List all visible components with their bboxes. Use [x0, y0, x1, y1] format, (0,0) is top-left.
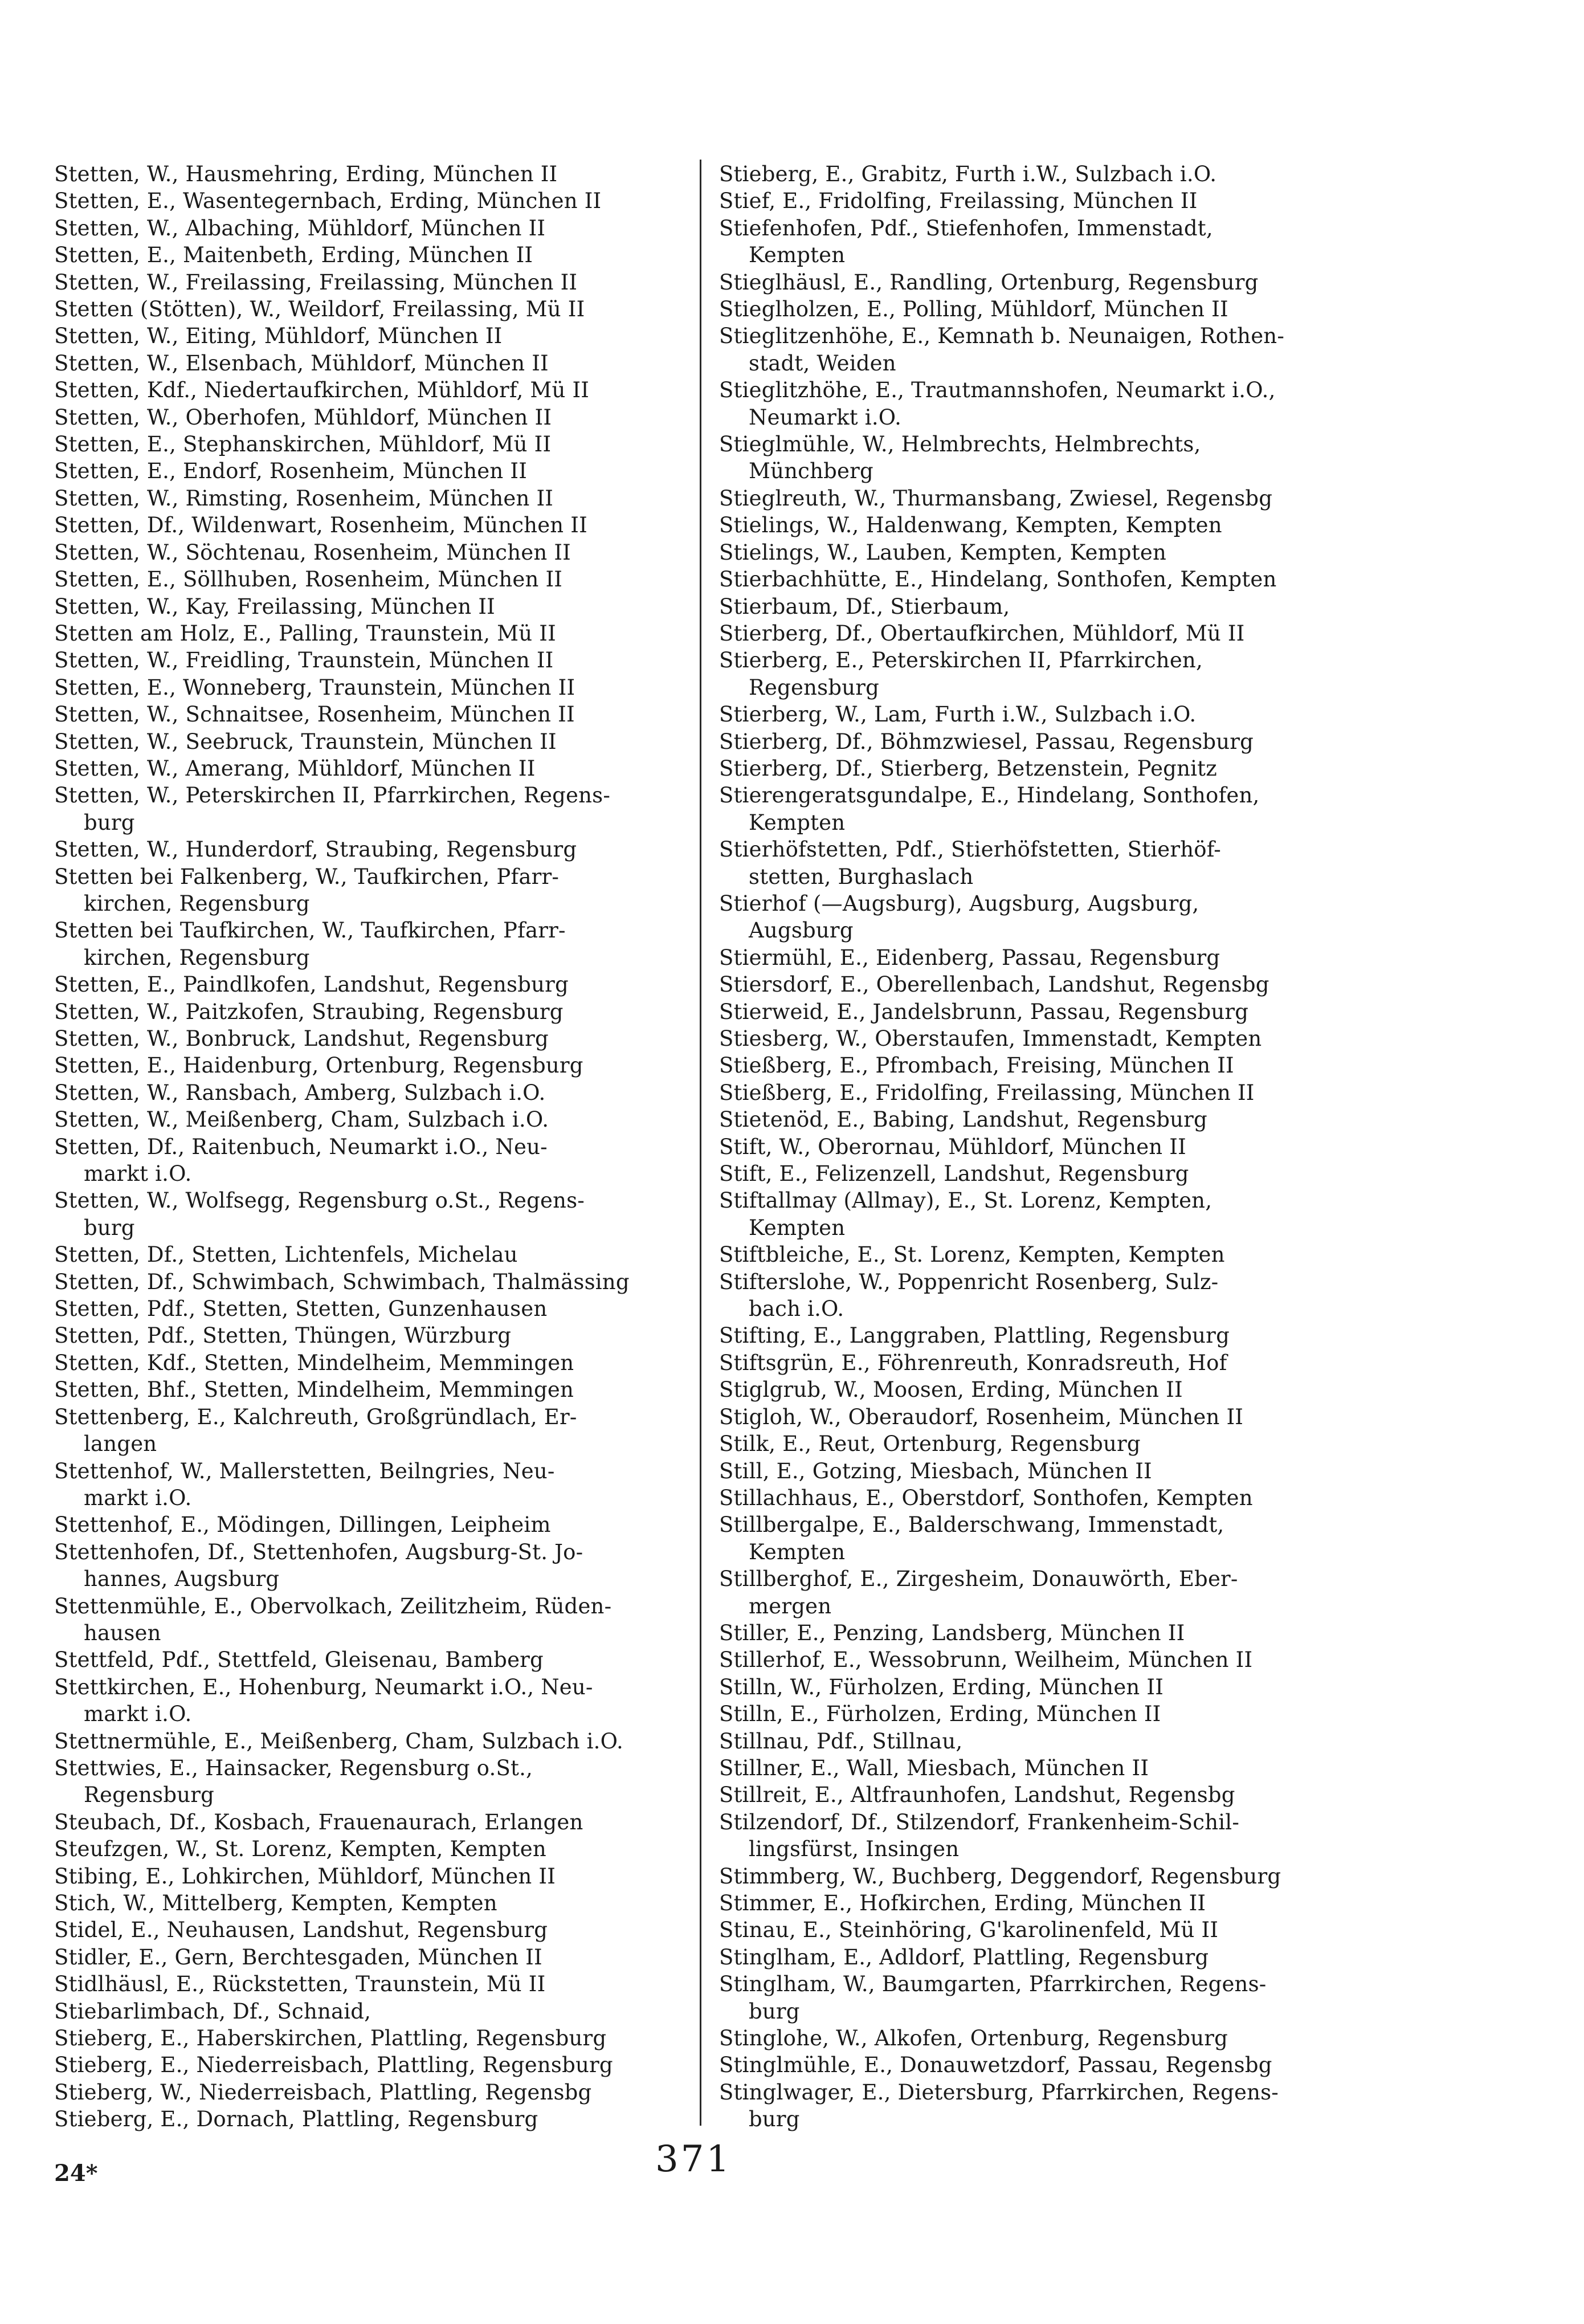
list-item [54, 1404, 698, 1458]
page-number: 371 [655, 2138, 732, 2180]
entry-continuation: mergen [749, 1593, 832, 1618]
list-item [54, 350, 698, 377]
entry-text: Stinglmühle, E., Donauwetzdorf, Passau, Regensbg [719, 2053, 1272, 2078]
entry-text: Stillbergalpe, E., Balderschwang, Immenstadt, [719, 1512, 1224, 1538]
entry-text: Stiebarlimbach, Df., Schnaid, [54, 1999, 371, 2024]
entry-text: Stettfeld, Pdf., Stettfeld, Gleisenau, Bamberg [54, 1648, 544, 1673]
entry-text: Stieberg, E., Dornach, Plattling, Regensburg [54, 2107, 538, 2132]
entry-continuation: burg [749, 1999, 800, 2024]
entry-continuation: hausen [84, 1620, 161, 1645]
list-item [719, 782, 1374, 836]
list-item [54, 1944, 698, 1971]
list-item [719, 512, 1374, 539]
entry-text: Stietenöd, E., Babing, Landshut, Regensburg [719, 1107, 1207, 1132]
list-item [54, 512, 698, 539]
entry-text: Stielings, W., Lauben, Kempten, Kempten [719, 540, 1167, 565]
list-item [54, 485, 698, 512]
list-item [719, 2025, 1374, 2052]
list-item [54, 1322, 698, 1349]
entry-text: Stetten, Df., Wildenwart, Rosenheim, München II [54, 513, 587, 538]
entry-text: Stetten, Df., Raitenbuch, Neumarkt i.O., Neu- [54, 1134, 548, 1159]
entry-text: Stillreit, E., Altfraunhofen, Landshut, Regensbg [719, 1783, 1235, 1808]
entry-text: Stetten, W., Oberhofen, Mühldorf, München II [54, 405, 552, 430]
list-item [54, 728, 698, 755]
entry-text: Stetten, W., Söchtenau, Rosenheim, München II [54, 540, 571, 565]
list-item [54, 647, 698, 674]
list-item [719, 1809, 1374, 1863]
list-item [54, 620, 698, 647]
entry-text: Stetten, E., Wasentegernbach, Erding, München II [54, 189, 602, 214]
entry-continuation: markt i.O. [84, 1702, 192, 1727]
list-item [719, 1565, 1374, 1620]
list-item [719, 728, 1374, 755]
entry-text: Stetten bei Taufkirchen, W., Taufkirchen, Pfarr- [54, 918, 566, 943]
entry-text: Stetten, E., Paindlkofen, Landshut, Regensburg [54, 972, 569, 997]
list-item [719, 2052, 1374, 2078]
list-item [719, 701, 1374, 728]
entry-text: Stetten, W., Meißenberg, Cham, Sulzbach i.O. [54, 1107, 549, 1132]
list-item [719, 1349, 1374, 1376]
entry-text: Stierberg, Df., Obertaufkirchen, Mühldorf, Mü II [719, 621, 1245, 646]
entry-text: Stetten, E., Endorf, Rosenheim, München II [54, 459, 528, 484]
list-item [719, 1917, 1374, 1943]
list-item [54, 971, 698, 998]
entry-text: Stilzendorf, Df., Stilzendorf, Frankenheim-Schil- [719, 1809, 1240, 1834]
entry-text: Stetten, W., Ransbach, Amberg, Sulzbach i.O. [54, 1080, 546, 1105]
entry-continuation: stadt, Weiden [749, 350, 896, 376]
list-item [719, 1404, 1374, 1430]
list-item [719, 485, 1374, 512]
entry-continuation: Kempten [749, 243, 846, 268]
entry-text: Stiermühl, E., Eidenberg, Passau, Regensburg [719, 945, 1220, 970]
entry-text: Stilln, W., Fürholzen, Erding, München II [719, 1674, 1164, 1699]
entry-text: Stierbaum, Df., Stierbaum, [719, 594, 1010, 619]
list-item [54, 1052, 698, 1079]
list-item [54, 2052, 698, 2078]
entry-text: Stetten, W., Amerang, Mühldorf, München II [54, 756, 536, 781]
list-item [719, 215, 1374, 269]
entry-text: Stinglham, W., Baumgarten, Pfarrkirchen, Regens- [719, 1972, 1267, 1997]
entry-continuation: kirchen, Regensburg [84, 945, 310, 970]
entry-text: Stibing, E., Lohkirchen, Mühldorf, München II [54, 1864, 556, 1889]
entry-text: Stieberg, E., Niederreisbach, Plattling, Regensburg [54, 2053, 613, 2078]
list-item [719, 1106, 1374, 1133]
list-item [719, 755, 1374, 782]
entry-text: Stetten bei Falkenberg, W., Taufkirchen, Pfarr- [54, 864, 560, 889]
entry-text: Stifterslohe, W., Poppenricht Rosenberg, Sulz- [719, 1269, 1219, 1294]
list-item [719, 1322, 1374, 1349]
list-item [719, 161, 1374, 187]
list-item [54, 1376, 698, 1403]
list-item [719, 1674, 1374, 1701]
entry-text: Stetten, W., Elsenbach, Mühldorf, München II [54, 350, 549, 376]
entry-text: Stetten, Bhf., Stetten, Mindelheim, Memmingen [54, 1377, 574, 1402]
entry-text: Stieglmühle, W., Helmbrechts, Helmbrechts, [719, 432, 1201, 457]
entry-text: Stiglgrub, W., Moosen, Erding, München II [719, 1377, 1183, 1402]
list-item [54, 1728, 698, 1755]
list-item [719, 1863, 1374, 1890]
list-item [54, 269, 698, 296]
entry-text: Stillberghof, E., Zirgesheim, Donauwörth, Eber- [719, 1567, 1238, 1592]
list-item [54, 1917, 698, 1943]
entry-continuation: stetten, Burghaslach [749, 864, 974, 889]
entry-text: Stich, W., Mittelberg, Kempten, Kempten [54, 1891, 497, 1915]
list-item [54, 1593, 698, 1647]
entry-text: Stinglohe, W., Alkofen, Ortenburg, Regensburg [719, 2026, 1228, 2051]
list-item [54, 674, 698, 701]
entry-text: Steubach, Df., Kosbach, Frauenaurach, Erlangen [54, 1809, 583, 1834]
entry-text: Stießberg, E., Fridolfing, Freilassing, München II [719, 1080, 1255, 1105]
list-item [719, 296, 1374, 323]
entry-text: Stetten, Pdf., Stetten, Thüngen, Würzburg [54, 1323, 512, 1348]
list-item [719, 971, 1374, 998]
list-item [719, 187, 1374, 214]
entry-text: Stetten, E., Haidenburg, Ortenburg, Regensburg [54, 1053, 583, 1078]
entry-text: Stettenhof, E., Mödingen, Dillingen, Leipheim [54, 1512, 551, 1538]
entry-text: Stidel, E., Neuhausen, Landshut, Regensburg [54, 1918, 548, 1943]
list-item [719, 890, 1374, 944]
list-item [54, 2079, 698, 2106]
list-item [54, 1106, 698, 1133]
list-item [54, 431, 698, 458]
entry-text: Stetten, W., Hausmehring, Erding, München II [54, 162, 558, 186]
list-item [719, 1701, 1374, 1727]
list-item [54, 1511, 698, 1538]
list-item [54, 701, 698, 728]
list-item [54, 1295, 698, 1322]
entry-text: Stetten, Pdf., Stetten, Stetten, Gunzenhausen [54, 1296, 548, 1322]
entry-text: Stillnau, Pdf., Stillnau, [719, 1728, 963, 1754]
list-item [719, 1052, 1374, 1079]
list-item [54, 1241, 698, 1268]
entry-text: Stimmer, E., Hofkirchen, Erding, München II [719, 1891, 1206, 1915]
entry-continuation: Kempten [749, 810, 846, 835]
list-item [54, 377, 698, 403]
entry-text: Stieglitzhöhe, E., Trautmannshofen, Neumarkt i.O., [719, 378, 1276, 403]
entry-text: Stetten, W., Kay, Freilassing, München II [54, 594, 495, 619]
entry-text: Stierbachhütte, E., Hindelang, Sonthofen, Kempten [719, 567, 1277, 592]
entry-text: Stierengeratsgundalpe, E., Hindelang, Sonthofen, [719, 783, 1260, 808]
entry-continuation: Münchberg [749, 459, 873, 484]
list-item [719, 2079, 1374, 2133]
entry-text: Stiefenhofen, Pdf., Stiefenhofen, Immenstadt, [719, 215, 1213, 240]
entry-text: Stieglreuth, W., Thurmansbang, Zwiesel, Regensbg [719, 486, 1273, 511]
list-item [54, 2106, 698, 2133]
entry-text: Stetten, W., Albaching, Mühldorf, München II [54, 215, 546, 240]
list-item [719, 1511, 1374, 1565]
list-item [54, 782, 698, 836]
entry-continuation: hannes, Augsburg [84, 1567, 280, 1592]
list-item [54, 1458, 698, 1512]
entry-continuation: bach i.O. [749, 1296, 844, 1322]
entry-text: Stifting, E., Langgraben, Plattling, Regensburg [719, 1323, 1230, 1348]
entry-text: Stief, E., Fridolfing, Freilassing, München II [719, 189, 1198, 214]
entry-continuation: Regensburg [84, 1783, 215, 1808]
list-item [719, 1485, 1374, 1511]
entry-text: Stierberg, W., Lam, Furth i.W., Sulzbach i.O. [719, 702, 1197, 727]
list-item [54, 917, 698, 971]
list-item [719, 566, 1374, 593]
entry-text: Stilk, E., Reut, Ortenburg, Regensburg [719, 1432, 1141, 1457]
entry-text: Stettnermühle, E., Meißenberg, Cham, Sulzbach i.O. [54, 1728, 623, 1754]
list-item [719, 1728, 1374, 1755]
list-item [54, 1134, 698, 1188]
list-item [54, 1998, 698, 2025]
list-item [719, 1376, 1374, 1403]
entry-text: Stetten, W., Freilassing, Freilassing, München II [54, 270, 578, 295]
list-item [54, 1755, 698, 1809]
list-item [54, 1187, 698, 1241]
list-item [54, 1863, 698, 1890]
list-item [719, 1458, 1374, 1485]
list-item [54, 566, 698, 593]
entry-text: Stettkirchen, E., Hohenburg, Neumarkt i.O., Neu- [54, 1674, 593, 1699]
entry-text: Stetten, W., Peterskirchen II, Pfarrkirchen, Regens- [54, 783, 611, 808]
list-item [719, 377, 1374, 431]
list-item [719, 944, 1374, 971]
list-item [54, 1269, 698, 1295]
list-item [54, 863, 698, 918]
entry-text: Stillachhaus, E., Oberstdorf, Sonthofen, Kempten [719, 1485, 1253, 1510]
list-item [54, 755, 698, 782]
entry-text: Stidlhäusl, E., Rückstetten, Traunstein, Mü II [54, 1972, 546, 1997]
list-item [719, 539, 1374, 566]
entry-text: Stieglhäusl, E., Randling, Ortenburg, Regensburg [719, 270, 1259, 295]
list-item [719, 836, 1374, 890]
list-item [719, 1187, 1374, 1241]
entry-text: Stetten, Df., Schwimbach, Schwimbach, Thalmässing [54, 1269, 630, 1294]
entry-continuation: Regensburg [749, 675, 880, 700]
list-item [54, 323, 698, 349]
list-item [54, 1025, 698, 1052]
entry-text: Stierhof (—Augsburg), Augsburg, Augsburg, [719, 891, 1199, 916]
entry-text: Stierweid, E., Jandelsbrunn, Passau, Regensburg [719, 999, 1249, 1024]
list-item [54, 539, 698, 566]
entry-text: Stettenberg, E., Kalchreuth, Großgründlach, Er- [54, 1404, 577, 1429]
entry-text: Stettwies, E., Hainsacker, Regensburg o.St., [54, 1755, 533, 1780]
entry-text: Stetten, Kdf., Niedertaufkirchen, Mühldorf, Mü II [54, 378, 590, 403]
list-item [54, 404, 698, 431]
entry-text: Stilln, E., Fürholzen, Erding, München II [719, 1702, 1161, 1727]
entry-continuation: lingsfürst, Insingen [749, 1837, 960, 1862]
entry-text: Stetten, E., Söllhuben, Rosenheim, München II [54, 567, 563, 592]
entry-text: Stielings, W., Haldenwang, Kempten, Kempten [719, 513, 1222, 538]
list-item [54, 2025, 698, 2052]
entry-text: Stimmberg, W., Buchberg, Deggendorf, Regensburg [719, 1864, 1281, 1889]
column-divider [700, 160, 701, 2126]
list-item [719, 1269, 1374, 1323]
entry-text: Stierhöfstetten, Pdf., Stierhöfstetten, Stierhöf- [719, 837, 1221, 862]
entry-text: Stießberg, E., Pfrombach, Freising, München II [719, 1053, 1234, 1078]
list-item [719, 998, 1374, 1025]
list-item [719, 1134, 1374, 1160]
signature-mark: 24* [54, 2160, 98, 2187]
left-column [54, 161, 698, 2133]
entry-text: Stieberg, W., Niederreisbach, Plattling, Regensbg [54, 2080, 592, 2105]
list-item [719, 1971, 1374, 2025]
list-item [719, 1890, 1374, 1917]
list-item [719, 1755, 1374, 1781]
entry-text: Stiller, E., Penzing, Landsberg, München II [719, 1620, 1185, 1645]
list-item [54, 1890, 698, 1917]
entry-text: Stettenmühle, E., Obervolkach, Zeilitzheim, Rüden- [54, 1593, 612, 1618]
entry-text: Stetten, W., Wolfsegg, Regensburg o.St., Regens- [54, 1188, 585, 1213]
entry-text: Stift, W., Oberornau, Mühldorf, München II [719, 1134, 1186, 1159]
list-item [54, 1809, 698, 1836]
entry-text: Stiesberg, W., Oberstaufen, Immenstadt, Kempten [719, 1026, 1262, 1051]
list-item [719, 593, 1374, 620]
entry-text: Stinglham, E., Adldorf, Plattling, Regensburg [719, 1944, 1209, 1970]
entry-text: Stieglholzen, E., Polling, Mühldorf, München II [719, 297, 1228, 322]
entry-text: Stetten, Kdf., Stetten, Mindelheim, Memmingen [54, 1350, 574, 1375]
entry-text: Stift, E., Felizenzell, Landshut, Regensburg [719, 1161, 1189, 1187]
entry-continuation: Augsburg [749, 918, 854, 943]
list-item [719, 647, 1374, 701]
entry-text: Stieglitzenhöhe, E., Kemnath b. Neunaigen, Rothen- [719, 324, 1285, 349]
list-item [719, 269, 1374, 296]
entry-continuation: burg [84, 1215, 135, 1240]
entry-text: Stetten, W., Hunderdorf, Straubing, Regensburg [54, 837, 577, 862]
entry-continuation: burg [749, 2107, 800, 2132]
list-item [54, 593, 698, 620]
entry-text: Stillerhof, E., Wessobrunn, Weilheim, München II [719, 1648, 1253, 1673]
list-item [54, 1646, 698, 1673]
entry-text: Stiftsgrün, E., Föhrenreuth, Konradsreuth, Hof [719, 1350, 1227, 1375]
list-item [54, 187, 698, 214]
entry-text: Stetten, Df., Stetten, Lichtenfels, Michelau [54, 1242, 518, 1267]
list-item [719, 620, 1374, 647]
list-item [54, 1539, 698, 1593]
entry-text: Stidler, E., Gern, Berchtesgaden, München II [54, 1944, 542, 1970]
entry-text: Stettenhof, W., Mallerstetten, Beilngries, Neu- [54, 1458, 555, 1483]
entry-text: Stetten, W., Schnaitsee, Rosenheim, München II [54, 702, 575, 727]
list-item [54, 161, 698, 187]
entry-text: Stinglwager, E., Dietersburg, Pfarrkirchen, Regens- [719, 2080, 1279, 2105]
list-item [719, 1079, 1374, 1106]
entry-text: Stierberg, E., Peterskirchen II, Pfarrkirchen, [719, 648, 1203, 673]
entry-text: Stetten, E., Wonneberg, Traunstein, München II [54, 675, 575, 700]
entry-text: Steufzgen, W., St. Lorenz, Kempten, Kempten [54, 1837, 546, 1862]
entry-continuation: markt i.O. [84, 1485, 192, 1510]
entry-text: Stieberg, E., Haberskirchen, Plattling, Regensburg [54, 2026, 607, 2051]
list-item [54, 215, 698, 242]
list-item [54, 458, 698, 484]
list-item [719, 1241, 1374, 1268]
entry-text: Stiftallmay (Allmay), E., St. Lorenz, Kempten, [719, 1188, 1213, 1213]
list-item [719, 1025, 1374, 1052]
list-item [54, 1349, 698, 1376]
entry-text: Stillner, E., Wall, Miesbach, München II [719, 1755, 1149, 1780]
entry-continuation: markt i.O. [84, 1161, 192, 1187]
entry-text: Stetten, E., Stephanskirchen, Mühldorf, Mü II [54, 432, 552, 457]
entry-text: Stetten, W., Paitzkofen, Straubing, Regensburg [54, 999, 564, 1024]
list-item [54, 836, 698, 863]
list-item [54, 998, 698, 1025]
entry-continuation: langen [84, 1432, 157, 1457]
entry-continuation: kirchen, Regensburg [84, 891, 310, 916]
entry-continuation: burg [84, 810, 135, 835]
list-item [719, 323, 1374, 377]
entry-continuation: Kempten [749, 1539, 846, 1564]
entry-text: Stierberg, Df., Stierberg, Betzenstein, Pegnitz [719, 756, 1217, 781]
list-item [719, 1944, 1374, 1971]
entry-text: Stierberg, Df., Böhmzwiesel, Passau, Regensburg [719, 729, 1254, 754]
entry-text: Stetten, W., Eiting, Mühldorf, München II [54, 324, 503, 349]
list-item [54, 242, 698, 268]
entry-text: Stetten, W., Freidling, Traunstein, München II [54, 648, 554, 673]
entry-text: Stetten, W., Seebruck, Traunstein, München II [54, 729, 557, 754]
list-item [719, 1430, 1374, 1457]
list-item [719, 1781, 1374, 1808]
entry-text: Stetten am Holz, E., Palling, Traunstein, Mü II [54, 621, 556, 646]
entry-continuation: Neumarkt i.O. [749, 405, 902, 430]
right-column [719, 161, 1374, 2133]
entry-text: Stetten, W., Bonbruck, Landshut, Regensburg [54, 1026, 549, 1051]
list-item [719, 1620, 1374, 1646]
entry-text: Stinau, E., Steinhöring, G'karolinenfeld, Mü II [719, 1918, 1219, 1943]
list-item [719, 431, 1374, 485]
entry-text: Stetten, W., Rimsting, Rosenheim, München II [54, 486, 554, 511]
list-item [719, 1160, 1374, 1187]
entry-text: Stiftbleiche, E., St. Lorenz, Kempten, Kempten [719, 1242, 1225, 1267]
list-item [54, 1971, 698, 1997]
list-item [54, 1079, 698, 1106]
entry-text: Stigloh, W., Oberaudorf, Rosenheim, München II [719, 1404, 1244, 1429]
entry-text: Stetten, E., Maitenbeth, Erding, München II [54, 243, 533, 268]
list-item [54, 296, 698, 323]
entry-continuation: Kempten [749, 1215, 846, 1240]
entry-text: Still, E., Gotzing, Miesbach, München II [719, 1458, 1152, 1483]
list-item [54, 1836, 698, 1862]
list-item [719, 1646, 1374, 1673]
entry-text: Stieberg, E., Grabitz, Furth i.W., Sulzbach i.O. [719, 162, 1217, 186]
entry-text: Stiersdorf, E., Oberellenbach, Landshut, Regensbg [719, 972, 1269, 997]
entry-text: Stetten (Stötten), W., Weildorf, Freilassing, Mü II [54, 297, 585, 322]
list-item [54, 1674, 698, 1728]
entry-text: Stettenhofen, Df., Stettenhofen, Augsburg-St. Jo- [54, 1539, 583, 1564]
